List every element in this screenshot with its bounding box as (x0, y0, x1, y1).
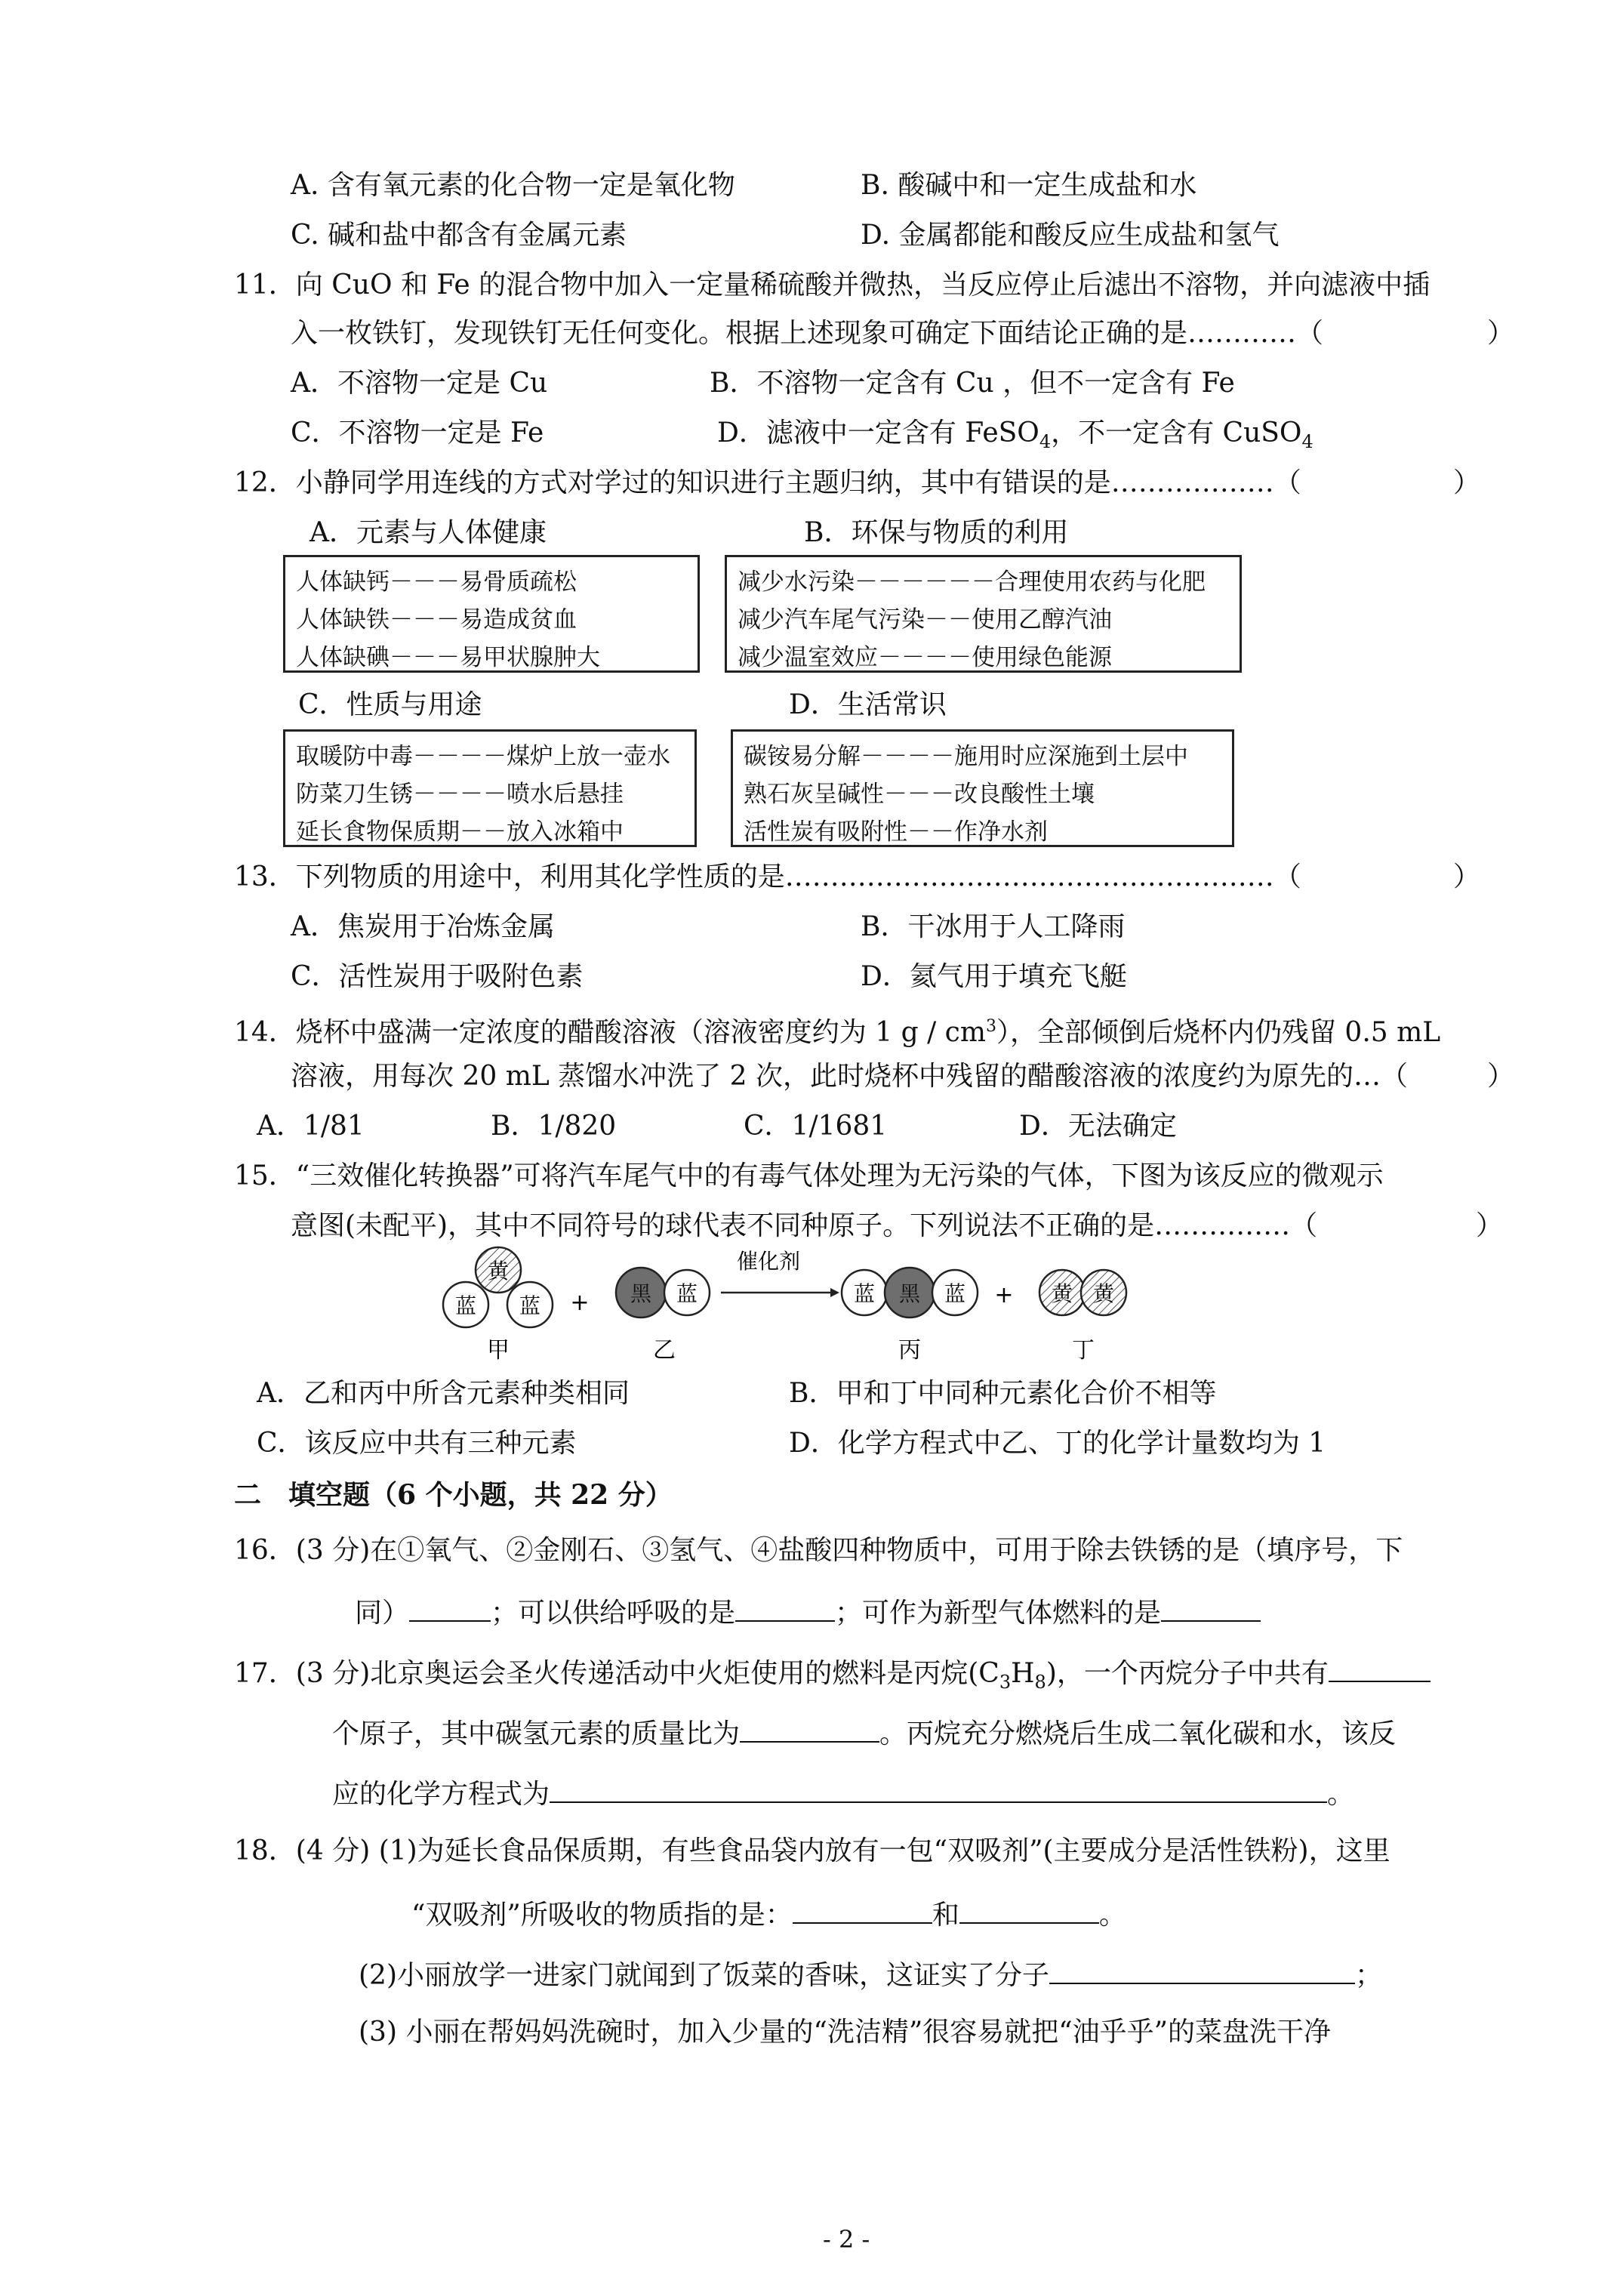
q14-option-a: A．1/81 (257, 1111, 365, 1142)
q18-stem-line4: (3) 小丽在帮妈妈洗碗时，加入少量的“洗洁精”很容易就把“油乎乎”的菜盘洗干净 (359, 2017, 1332, 2048)
q15-option-c: C．该反应中共有三种元素 (257, 1428, 577, 1459)
q12-a-line: 人体缺钙－－－易骨质疏松 (296, 569, 577, 596)
svg-text:蓝: 蓝 (519, 1293, 541, 1318)
q16-blank-3 (1161, 1593, 1261, 1622)
q12-d-title: D．生活常识 (789, 689, 947, 720)
q17-blank-1 (1329, 1653, 1431, 1682)
label-jia: 甲 (487, 1337, 510, 1364)
q12-answer-paren: ） (1453, 467, 1481, 498)
q17-stem-line2: 个原子，其中碳氢元素的质量比为 。丙烷充分燃烧后生成二氧化碳和水，该反 (332, 1714, 1396, 1751)
q13-option-c: C．活性炭用于吸附色素 (291, 961, 584, 992)
q12-a-title: A．元素与人体健康 (310, 517, 547, 548)
q15-option-d: D．化学方程式中乙、丁的化学计量数均为 1 (789, 1428, 1326, 1459)
q11-stem-line2: 入一枚铁钉，发现铁钉无任何变化。根据上述现象可确定下面结论正确的是…………（ (291, 318, 1324, 349)
q15-answer-paren: ） (1476, 1210, 1504, 1241)
q11-answer-paren: ） (1487, 318, 1515, 349)
q10-option-b: B. 酸碱中和一定生成盐和水 (861, 170, 1197, 201)
q17-blank-3 (550, 1774, 1327, 1803)
molecule-ding (1039, 1270, 1126, 1315)
q12-c-box (283, 729, 697, 847)
q12-b-box (725, 555, 1242, 673)
q14-option-c: C．1/1681 (744, 1111, 888, 1142)
q12-c-title: C．性质与用途 (298, 689, 482, 720)
reaction-diagram (423, 1238, 1208, 1367)
q15-stem-line1: 15．“三效催化转换器”可将汽车尾气中的有毒气体处理为无污染的气体，下图为该反应的微观示 (234, 1160, 1384, 1191)
q13-stem: 13．下列物质的用途中，利用其化学性质的是………………………………………………（ (234, 861, 1301, 892)
q10-option-d: D. 金属都能和酸反应生成盐和氢气 (861, 220, 1280, 251)
q11-option-a: A．不溶物一定是 Cu (291, 368, 548, 399)
svg-text:黄: 黄 (1051, 1281, 1073, 1306)
q18-stem-line1: 18．(4 分) (1)为延长食品保质期，有些食品袋内放有一包“双吸剂”(主要成分是活性铁粉)，这里 (234, 1835, 1390, 1866)
svg-text:蓝: 蓝 (853, 1281, 876, 1306)
q12-a-line: 人体缺碘－－－易甲状腺肿大 (296, 644, 600, 671)
q13-answer-paren: ） (1453, 861, 1481, 892)
q12-b-title: B．环保与物质的利用 (804, 517, 1069, 548)
q12-stem: 12．小静同学用连线的方式对学过的知识进行主题归纳，其中有错误的是………………（ (234, 467, 1301, 498)
svg-text:蓝: 蓝 (676, 1281, 698, 1306)
q18-blank-3 (1049, 1955, 1355, 1984)
svg-text:黑: 黑 (630, 1281, 652, 1306)
q11-option-d: D．滤液中一定含有 FeSO$_4$，不一定含有 CuSO$_4$ (717, 418, 1313, 453)
q12-a-line: 人体缺铁－－－易造成贫血 (296, 606, 577, 633)
molecule-bing (842, 1268, 978, 1318)
q16-stem-line1: 16．(3 分)在①氧气、②金刚石、③氢气、④盐酸四种物质中，可用于除去铁锈的是（填序号，下 (234, 1535, 1403, 1566)
q15-option-b: B．甲和丁中同种元素化合价不相等 (789, 1378, 1217, 1409)
q10-option-a: A. 含有氧元素的化合物一定是氧化物 (291, 170, 735, 201)
q18-stem-line2: “双吸剂”所吸收的物质指的是： 和 。 (411, 1895, 1126, 1932)
q14-option-b: B．1/820 (491, 1111, 617, 1142)
molecule-jia (443, 1247, 553, 1327)
molecule-yi (616, 1268, 710, 1318)
label-bing: 丙 (898, 1337, 921, 1364)
svg-text:黄: 黄 (487, 1259, 510, 1284)
q18-stem-line3: (2)小丽放学一进家门就闻到了饭菜的香味，这证实了分子 ； (359, 1955, 1382, 1992)
q13-option-b: B．干冰用于人工降雨 (861, 911, 1126, 942)
svg-text:黄: 黄 (1092, 1281, 1115, 1306)
q12-b-line: 减少汽车尾气污染－－使用乙醇汽油 (738, 606, 1112, 633)
q16-stem-line2: 同） ；可以供给呼吸的是 ；可作为新型气体燃料的是 (355, 1593, 1261, 1630)
q18-blank-1 (793, 1895, 932, 1924)
svg-text:黑: 黑 (898, 1281, 921, 1306)
q14-option-d: D．无法确定 (1019, 1111, 1177, 1142)
q12-d-box (731, 729, 1234, 847)
q17-blank-2 (740, 1714, 879, 1743)
q12-d-line: 碳铵易分解－－－－施用时应深施到土层中 (744, 743, 1188, 770)
q16-blank-1 (409, 1593, 491, 1622)
q11-option-c: C．不溶物一定是 Fe (291, 418, 544, 448)
q10-option-c: C. 碱和盐中都含有金属元素 (291, 220, 627, 251)
page-number: - 2 - (823, 2225, 870, 2254)
q16-blank-2 (735, 1593, 835, 1622)
q12-b-line: 减少温室效应－－－－使用绿色能源 (738, 644, 1112, 671)
q12-c-line: 取暖防中毒－－－－煤炉上放一壶水 (296, 743, 670, 770)
label-yi: 乙 (653, 1337, 676, 1364)
q12-d-line: 活性炭有吸附性－－作净水剂 (744, 818, 1048, 846)
q13-option-d: D．氦气用于填充飞艇 (861, 961, 1127, 992)
q13-option-a: A．焦炭用于冶炼金属 (291, 911, 555, 942)
q14-answer-paren: ） (1487, 1061, 1515, 1092)
q15-option-a: A．乙和丙中所含元素种类相同 (257, 1378, 630, 1409)
q12-c-line: 延长食物保质期－－放入冰箱中 (296, 818, 624, 846)
section-heading: 二 填空题（6 个小题，共 22 分） (234, 1479, 673, 1511)
q14-stem-line2: 溶液，用每次 20 mL 蒸馏水冲洗了 2 次，此时烧杯中残留的醋酸溶液的浓度约为原先的…（ (291, 1061, 1408, 1092)
plus-sign: + (570, 1290, 590, 1316)
q12-c-line: 防菜刀生锈－－－－喷水后悬挂 (296, 781, 624, 808)
q17-stem-line1: 17．(3 分)北京奥运会圣火传递活动中火炬使用的燃料是丙烷$(C_3H_8)$，一个丙烷分子中共有 (234, 1653, 1431, 1699)
q17-stem-line3: 应的化学方程式为 。 (332, 1774, 1354, 1811)
q15-stem-line2: 意图(未配平)，其中不同符号的球代表不同种原子。下列说法不正确的是……………（ (291, 1210, 1318, 1241)
q14-stem-line1: 14．烧杯中盛满一定浓度的醋酸溶液（溶液密度约为 1 g / $cm^3$），全部倾倒后烧杯内仍残留 0.5 mL (234, 1017, 1441, 1048)
q11-stem-line1: 11．向 CuO 和 Fe 的混合物中加入一定量稀硫酸并微热，当反应停止后滤出不溶物，并向滤液中插 (234, 270, 1431, 300)
label-ding: 丁 (1072, 1337, 1095, 1364)
q18-blank-2 (959, 1895, 1099, 1924)
q12-b-line: 减少水污染－－－－－－合理使用农药与化肥 (738, 569, 1206, 596)
catalyst-label: 催化剂 (736, 1249, 801, 1274)
q12-a-box (283, 555, 700, 673)
svg-text:蓝: 蓝 (944, 1281, 966, 1306)
q11-option-b: B．不溶物一定含有 Cu ，但不一定含有 Fe (710, 368, 1235, 399)
plus-sign: + (994, 1282, 1014, 1308)
q12-d-line: 熟石灰呈碱性－－－改良酸性土壤 (744, 781, 1095, 808)
svg-text:蓝: 蓝 (454, 1293, 477, 1318)
